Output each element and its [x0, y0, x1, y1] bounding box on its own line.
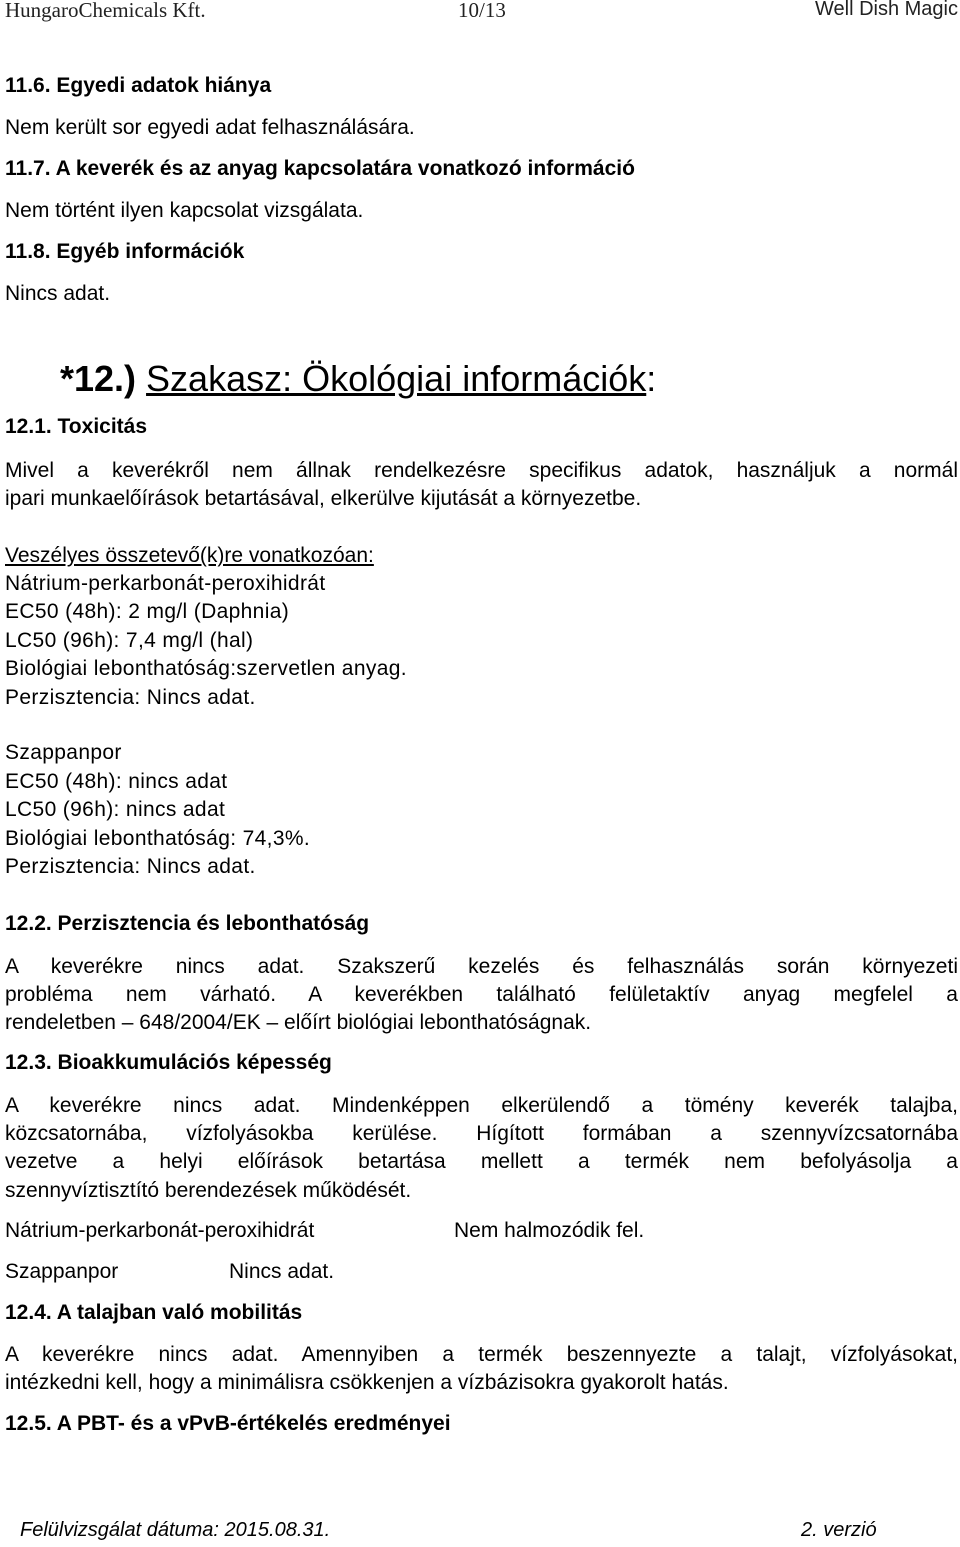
- comp2-biodegradability: Biológiai lebonthatóság: 74,3%.: [5, 827, 311, 850]
- paragraph-12-1-line-1: Mivel a keverékről nem állnak rendelkezésre specifikus adatok, használjuk a normál: [5, 459, 958, 482]
- paragraph-12-4-line-2: intézkedni kell, hogy a minimálisra csökkenjen a vízbázisokra gyakorolt hatás.: [5, 1371, 729, 1394]
- footer-review-date: Felülvizsgálat dátuma: 2015.08.31.: [20, 1519, 331, 1541]
- text-11-8: Nincs adat.: [5, 282, 111, 305]
- footer-version: 2. verzió: [801, 1519, 877, 1541]
- heading-11-7: 11.7. A keverék és az anyag kapcsolatára vonatkozó információ: [5, 157, 635, 180]
- heading-11-8: 11.8. Egyéb információk: [5, 240, 245, 263]
- paragraph-12-4-line-1: A keverékre nincs adat. Amennyiben a termék beszennyezte a talajt, vízfolyásokat,: [5, 1343, 958, 1366]
- section-12-title-text: Szakasz: Ökológiai információk: [146, 358, 647, 399]
- section-12-number: *12.): [60, 358, 147, 399]
- section-12-title-colon: :: [646, 358, 657, 399]
- paragraph-12-2-line-2: probléma nem várható. A keverékben található felületaktív anyag megfelel a: [5, 983, 958, 1006]
- bioaccumulation-row-2-value: Nincs adat.: [229, 1260, 335, 1283]
- heading-12-4: 12.4. A talajban való mobilitás: [5, 1301, 303, 1324]
- paragraph-12-3-line-2: közcsatornába, vízfolyásokba kerülése. Hígított formában a szennyvízcsatornába: [5, 1122, 958, 1145]
- paragraph-12-1-line-2: ipari munkaelőírások betartásával, elkerülve kijutását a környezetbe.: [5, 487, 642, 510]
- comp1-ec50: EC50 (48h): 2 mg/l (Daphnia): [5, 600, 290, 623]
- heading-12-3: 12.3. Bioakkumulációs képesség: [5, 1051, 332, 1074]
- paragraph-12-3-line-4: szennyvíztisztító berendezések működését.: [5, 1179, 412, 1202]
- text-11-6: Nem került sor egyedi adat felhasználására.: [5, 116, 415, 139]
- bioaccumulation-row-1-name: Nátrium-perkarbonát-peroxihidrát: [5, 1219, 315, 1242]
- comp1-lc50: LC50 (96h): 7,4 mg/l (hal): [5, 629, 254, 652]
- paragraph-12-3-line-3: vezetve a helyi előírások betartása mellett a termék nem befolyásolja a: [5, 1150, 958, 1173]
- hazard-heading: Veszélyes összetevő(k)re vonatkozóan:: [5, 544, 374, 567]
- bioaccumulation-row-2-name: Szappanpor: [5, 1260, 119, 1283]
- comp1-biodegradability: Biológiai lebonthatóság:szervetlen anyag.: [5, 657, 407, 680]
- header-company: HungaroChemicals Kft.: [5, 0, 206, 22]
- paragraph-12-3-line-1: A keverékre nincs adat. Mindenképpen elkerülendő a tömény keverék talajba,: [5, 1094, 958, 1117]
- heading-12-5: 12.5. A PBT- és a vPvB-értékelés eredményei: [5, 1412, 451, 1435]
- header-page-number: 10/13: [458, 0, 506, 22]
- heading-11-6: 11.6. Egyedi adatok hiánya: [5, 74, 272, 97]
- comp2-persistence: Perzisztencia: Nincs adat.: [5, 855, 256, 878]
- comp1-persistence: Perzisztencia: Nincs adat.: [5, 686, 256, 709]
- comp2-lc50: LC50 (96h): nincs adat: [5, 798, 226, 821]
- bioaccumulation-row-1-value: Nem halmozódik fel.: [454, 1219, 645, 1242]
- comp2-name: Szappanpor: [5, 741, 122, 764]
- comp1-name: Nátrium-perkarbonát-peroxihidrát: [5, 572, 326, 595]
- heading-12-2: 12.2. Perzisztencia és lebonthatóság: [5, 912, 370, 935]
- comp2-ec50: EC50 (48h): nincs adat: [5, 770, 228, 793]
- paragraph-12-2-line-1: A keverékre nincs adat. Szakszerű kezelés és felhasználás során környezeti: [5, 955, 958, 978]
- header-product: Well Dish Magic: [815, 0, 958, 20]
- paragraph-12-2-line-3: rendeletben – 648/2004/EK – előírt biológiai lebonthatóságnak.: [5, 1011, 592, 1034]
- text-11-7: Nem történt ilyen kapcsolat vizsgálata.: [5, 199, 364, 222]
- heading-12-1: 12.1. Toxicitás: [5, 415, 148, 438]
- section-12-title: [60, 358, 656, 400]
